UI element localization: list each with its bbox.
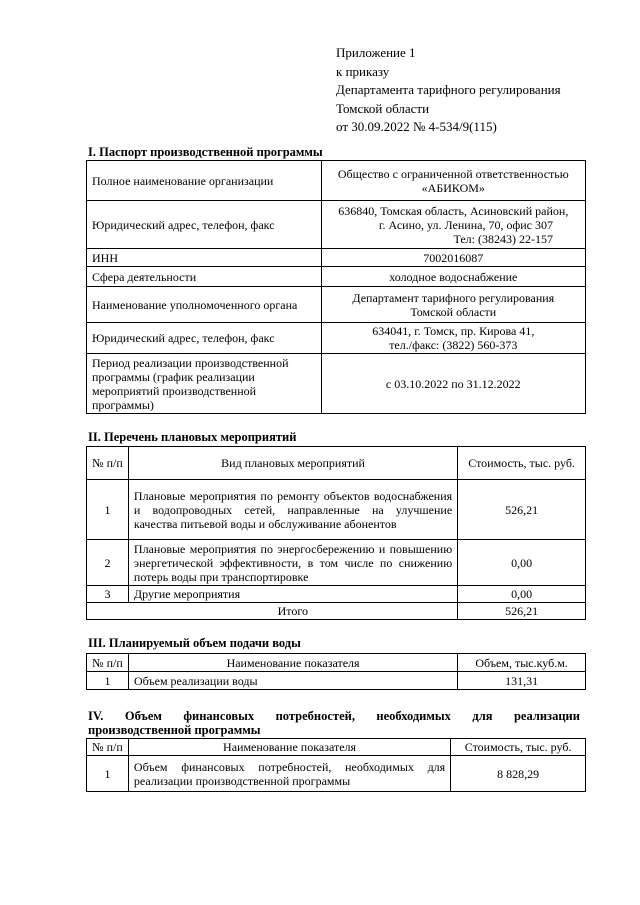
row-cost: 0,00 [458,586,586,603]
table-header-row [87,654,586,672]
row-name: Объем финансовых потребностей, необходимых для реализации производственной программы [128,756,450,792]
total-label: Итого [128,603,457,620]
row-name: Другие мероприятия [128,586,457,603]
table-cell [321,287,585,323]
cell-line: 636840, Томская область, Асиновский район, [338,203,569,218]
section4-title-line2: производственной программы [88,723,261,737]
measures-table [86,446,586,620]
table-cell: ИНН [87,249,322,267]
title-word: необходимых [376,709,451,723]
financial-needs-table [86,738,586,792]
table-row [87,672,586,690]
table-cell: с 03.10.2022 по 31.12.2022 [321,354,585,414]
table-row [87,267,586,287]
table-cell [321,323,585,354]
table-header-row [87,739,586,756]
cell-line: Тел: (38243) 22-157 [453,231,553,246]
row-num: 1 [87,756,129,792]
title-word: IV. [88,709,104,723]
title-word: для [472,709,493,723]
cell-line: г. Асино, ул. Ленина, 70, офис 307 [378,217,553,232]
table-row [87,756,586,792]
header-num: № п/п [87,447,129,480]
row-name: Объем реализации воды [128,672,457,690]
table-cell [321,161,585,201]
total-empty-cell [87,603,129,620]
row-cost: 526,21 [458,480,586,540]
header-name: Наименование показателя [128,654,457,672]
appendix-line: Приложение 1 [336,45,416,60]
header-cost: Стоимость, тыс. руб. [458,447,586,480]
row-cost: 8 828,29 [451,756,586,792]
title-word: реализации [513,709,580,723]
appendix-line: Департамента тарифного регулирования [336,82,561,97]
row-num: 1 [87,672,129,690]
cell-line: 634041, г. Томск, пр. Кирова 41, [372,324,535,338]
section1-title: I. Паспорт производственной программы [88,145,323,159]
cell-line: «АБИКОМ» [421,180,485,195]
title-word: потребностей, [275,709,355,723]
section4-title-line1 [88,709,580,723]
title-word: финансовых [183,709,255,723]
title-word: Объем [124,709,162,723]
passport-table [86,160,586,414]
cell-line: тел./факс: (3822) 560-373 [389,338,518,352]
table-cell: Юридический адрес, телефон, факс [87,201,322,249]
row-num: 1 [87,480,129,540]
row-cost: 0,00 [458,540,586,586]
cell-line: Департамент тарифного регулирования [352,290,555,305]
table-cell: Юридический адрес, телефон, факс [87,323,322,354]
table-row [87,249,586,267]
row-value: 131,31 [458,672,586,690]
header-num: № п/п [87,739,129,756]
row-name: Плановые мероприятия по ремонту объектов водоснабжения и водопроводных сетей, направленные на улучшение качества питьевой воды и обслуживание абонентов [128,480,457,540]
total-value: 526,21 [458,603,586,620]
table-row [87,201,586,249]
header-value: Объем, тыс.куб.м. [458,654,586,672]
table-row [87,323,586,354]
header-name: Вид плановых мероприятий [128,447,457,480]
header-name: Наименование показателя [128,739,450,756]
table-cell: Наименование уполномоченного органа [87,287,322,323]
cell-line: Общество с ограниченной ответственностью [337,166,569,181]
table-row [87,354,586,414]
section4-title [88,709,580,737]
cell-line: Томской области [410,304,497,319]
table-cell: Период реализации производственной программы (график реализации мероприятий производственной программы) [87,354,322,414]
appendix-line: к приказу [336,63,390,79]
table-cell: Сфера деятельности [87,267,322,287]
table-row [87,161,586,201]
appendix-header [336,44,561,137]
water-volume-table [86,653,586,690]
table-cell: Полное наименование организации [87,161,322,201]
table-cell: 7002016087 [321,249,585,267]
row-name: Плановые мероприятия по энергосбережению и повышению энергетической эффективности, в том числе по снижению потерь воды при транспортировке [128,540,457,586]
table-row [87,287,586,323]
table-cell: холодное водоснабжение [321,267,585,287]
header-cost: Стоимость, тыс. руб. [451,739,586,756]
header-num: № п/п [87,654,129,672]
section2-title: II. Перечень плановых мероприятий [88,430,297,444]
table-row [87,540,586,586]
table-row [87,586,586,603]
appendix-line: от 30.09.2022 № 4-534/9(115) [336,119,497,134]
table-cell [321,201,585,249]
appendix-line: Томской области [336,100,430,116]
table-row [87,480,586,540]
row-num: 2 [87,540,129,586]
table-header-row [87,447,586,480]
row-num: 3 [87,586,129,603]
table-total-row [87,603,586,620]
section3-title: III. Планируемый объем подачи воды [88,636,301,650]
